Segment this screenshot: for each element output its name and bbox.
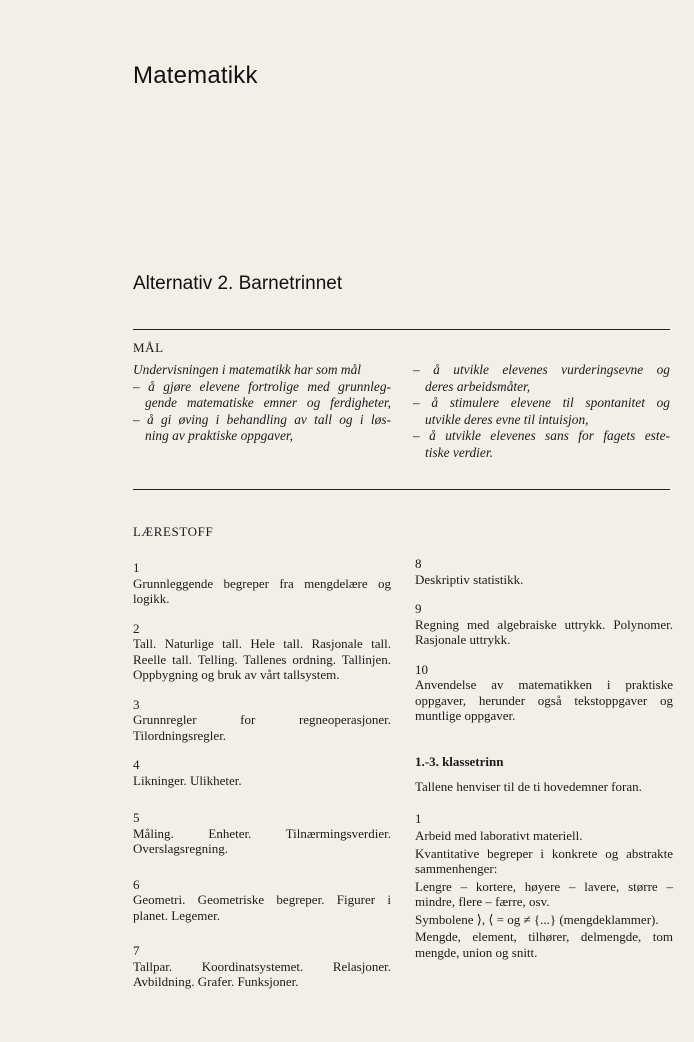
mal-heading: MÅL [133,340,164,355]
mal-line: – å gi øving i behandling av tall og i løs- [133,411,391,427]
klassetrinn-heading: 1.-3. klassetrinn [415,753,504,769]
laerestoff-item [133,810,391,857]
item-number: 2 [133,620,140,636]
mal-line: utvikle deres evne til intuisjon, [425,411,589,427]
item-number: 9 [415,601,422,616]
mal-line: – å utvikle elevenes sans for fagets este- [413,428,670,443]
klassetrinn-intro: Tallene henviser til de ti hovedemner foran. [415,779,642,794]
laerestoff-item [133,697,391,744]
page-title: Matematikk [133,62,258,89]
mal-line: deres arbeidsmåter, [425,378,531,394]
laerestoff-item [415,556,673,587]
laerestoff-item [133,560,391,607]
klassetrinn-section-number: 1 [415,810,422,826]
section-subtitle: Alternativ 2. Barnetrinnet [133,273,343,294]
laerestoff-right-column [415,556,673,962]
klassetrinn-paragraph: Kvantitative begreper i konkrete og abstrakte sammenhenger: [415,845,673,876]
item-text: Grunnleggende begreper fra mengdelære og logikk. [133,575,391,606]
klassetrinn-paragraph: Symbolene ⟩, ⟨ = og ≠ {...} (mengdeklammer). [415,911,659,927]
item-text: Tall. Naturlige tall. Hele tall. Rasjonale tall. Reelle tall. Telling. Tallenes ordning. Tallinjen. Oppbygning og bruk av vårt tallsystem. [133,636,391,682]
laerestoff-item [133,877,391,924]
item-text: Anvendelse av matematikken i praktiske oppgaver, herunder også tekstoppgaver og muntlige oppgaver. [415,677,673,723]
item-number: 10 [415,661,428,677]
item-text: Måling. Enheter. Tilnærmingsverdier. Overslagsregning. [133,825,391,856]
item-text: Regning med algebraiske uttrykk. Polynomer. Rasjonale uttrykk. [415,616,673,647]
item-number: 6 [133,876,140,892]
laerestoff-left-column [133,560,391,1004]
item-text: Grunnregler for regneoperasjoner. Tilordningsregler. [133,712,391,743]
laerestoff-item [133,943,391,990]
item-number: 4 [133,757,140,772]
mal-line: – å stimulere elevene til spontanitet og [413,395,670,410]
mal-line: ning av praktiske oppgaver, [145,428,294,443]
item-text: Likninger. Ulikheter. [133,772,242,788]
mal-right-column [413,362,670,461]
laerestoff-item [415,601,673,648]
mal-line: – å utvikle elevenes vurderingsevne og [413,362,670,377]
laerestoff-item [415,662,673,724]
top-divider [133,329,670,330]
mal-line: tiske verdier. [425,444,493,460]
item-text: Deskriptiv statistikk. [415,571,524,587]
laerestoff-item [133,757,391,788]
mal-line: gende matematiske emner og ferdigheter, [145,395,391,410]
item-number: 8 [415,556,422,571]
item-number: 7 [133,943,140,958]
klassetrinn-paragraph: Arbeid med laborativt materiell. [415,828,583,843]
mal-left-column [133,362,391,445]
laerestoff-item [133,621,391,683]
item-number: 5 [133,810,140,825]
klassetrinn-paragraph: Mengde, element, tilhører, delmengde, tom mengde, union og snitt. [415,929,673,960]
item-number: 1 [133,560,140,575]
mal-line: Undervisningen i matematikk har som mål [133,362,361,377]
klassetrinn-paragraph: Lengre – kortere, høyere – lavere, større – mindre, flere – færre, osv. [415,878,673,909]
laerestoff-heading: LÆRESTOFF [133,524,214,539]
mal-line: – å gjøre elevene fortrolige med grunnleg- [133,378,391,394]
bottom-divider [133,489,670,490]
item-text: Geometri. Geometriske begreper. Figurer i planet. Legemer. [133,892,391,923]
item-text: Tallpar. Koordinatsystemet. Relasjoner. Avbildning. Grafer. Funksjoner. [133,958,391,989]
item-number: 3 [133,696,140,712]
